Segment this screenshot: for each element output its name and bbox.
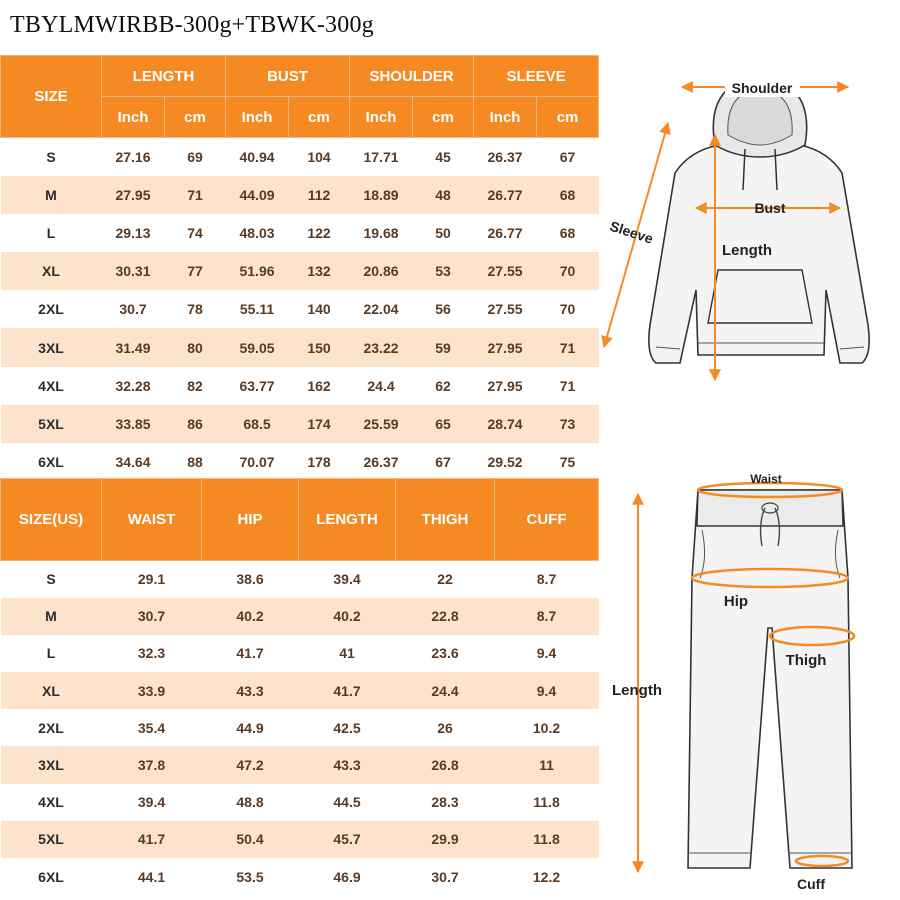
size-cell: 5XL <box>1 821 102 858</box>
value-cell: 44.09 <box>226 176 289 214</box>
value-cell: 80 <box>165 328 226 366</box>
value-cell: 43.3 <box>202 672 299 709</box>
pants-illustration <box>600 468 900 900</box>
value-cell: 23.22 <box>350 328 413 366</box>
value-cell: 48.03 <box>226 214 289 252</box>
hip-label: Hip <box>723 593 749 610</box>
value-cell: 23.6 <box>396 635 495 672</box>
value-cell: 27.95 <box>474 328 537 366</box>
value-cell: 9.4 <box>495 635 599 672</box>
size-cell: 2XL <box>1 290 102 328</box>
value-cell: 29.52 <box>474 443 537 481</box>
value-cell: 42.5 <box>299 709 396 746</box>
value-cell: 41 <box>299 635 396 672</box>
value-cell: 88 <box>165 443 226 481</box>
pants-shape <box>688 490 852 868</box>
value-cell: 19.68 <box>350 214 413 252</box>
value-cell: 31.49 <box>102 328 165 366</box>
size-cell: M <box>1 598 102 635</box>
size-cell: 4XL <box>1 367 102 405</box>
table-row <box>1 858 599 895</box>
value-cell: 75 <box>537 443 599 481</box>
value-cell: 40.94 <box>226 138 289 176</box>
value-cell: 70.07 <box>226 443 289 481</box>
header-shoulder: SHOULDER <box>350 56 474 97</box>
size-cell: 5XL <box>1 405 102 443</box>
table-row <box>1 443 599 481</box>
length-label: Length <box>722 242 772 259</box>
value-cell: 74 <box>165 214 226 252</box>
value-cell: 41.7 <box>202 635 299 672</box>
value-cell: 8.7 <box>495 561 599 598</box>
waist-label: Waist <box>750 472 782 486</box>
hoodie-size-table <box>0 55 599 481</box>
value-cell: 53 <box>413 252 474 290</box>
value-cell: 70 <box>537 290 599 328</box>
size-cell: M <box>1 176 102 214</box>
page-title: TBYLMWIRBB-300g+TBWK-300g <box>10 12 374 38</box>
table-row <box>1 214 599 252</box>
table-row <box>1 138 599 176</box>
value-cell: 68 <box>537 176 599 214</box>
header-length: LENGTH <box>299 479 396 561</box>
value-cell: 22 <box>396 561 495 598</box>
hoodie-table-body <box>1 138 599 482</box>
value-cell: 30.7 <box>102 290 165 328</box>
header-bust: BUST <box>226 56 350 97</box>
size-cell: 2XL <box>1 709 102 746</box>
value-cell: 40.2 <box>202 598 299 635</box>
value-cell: 71 <box>537 367 599 405</box>
size-cell: XL <box>1 672 102 709</box>
value-cell: 68 <box>537 214 599 252</box>
cuff-label: Cuff <box>797 876 825 892</box>
value-cell: 45.7 <box>299 821 396 858</box>
value-cell: 30.7 <box>102 598 202 635</box>
value-cell: 26.37 <box>350 443 413 481</box>
size-cell: 6XL <box>1 858 102 895</box>
value-cell: 8.7 <box>495 598 599 635</box>
value-cell: 53.5 <box>202 858 299 895</box>
value-cell: 30.31 <box>102 252 165 290</box>
value-cell: 78 <box>165 290 226 328</box>
value-cell: 10.2 <box>495 709 599 746</box>
value-cell: 51.96 <box>226 252 289 290</box>
value-cell: 71 <box>537 328 599 366</box>
length-label: Length <box>612 682 662 699</box>
value-cell: 28.74 <box>474 405 537 443</box>
value-cell: 48.8 <box>202 784 299 821</box>
unit-inch: Inch <box>350 97 413 138</box>
hoodie-illustration <box>600 65 900 395</box>
value-cell: 73 <box>537 405 599 443</box>
table-row <box>1 176 599 214</box>
value-cell: 41.7 <box>102 821 202 858</box>
value-cell: 26.37 <box>474 138 537 176</box>
hood-lining <box>728 90 792 145</box>
hoodie-diagram <box>600 65 900 395</box>
table-row <box>1 367 599 405</box>
header-size-us: SIZE(US) <box>1 479 102 561</box>
header-waist: WAIST <box>102 479 202 561</box>
value-cell: 82 <box>165 367 226 405</box>
value-cell: 25.59 <box>350 405 413 443</box>
value-cell: 59.05 <box>226 328 289 366</box>
size-cell: XL <box>1 252 102 290</box>
value-cell: 44.9 <box>202 709 299 746</box>
value-cell: 50.4 <box>202 821 299 858</box>
unit-inch: Inch <box>226 97 289 138</box>
value-cell: 150 <box>289 328 350 366</box>
value-cell: 132 <box>289 252 350 290</box>
value-cell: 122 <box>289 214 350 252</box>
value-cell: 26.77 <box>474 176 537 214</box>
size-cell: 4XL <box>1 784 102 821</box>
value-cell: 68.5 <box>226 405 289 443</box>
value-cell: 33.85 <box>102 405 165 443</box>
table-row <box>1 561 599 598</box>
value-cell: 27.55 <box>474 290 537 328</box>
value-cell: 67 <box>413 443 474 481</box>
header-size: SIZE <box>1 56 102 138</box>
value-cell: 69 <box>165 138 226 176</box>
table-row <box>1 821 599 858</box>
unit-inch: Inch <box>102 97 165 138</box>
value-cell: 27.16 <box>102 138 165 176</box>
value-cell: 65 <box>413 405 474 443</box>
value-cell: 162 <box>289 367 350 405</box>
value-cell: 47.2 <box>202 746 299 783</box>
value-cell: 140 <box>289 290 350 328</box>
header-sleeve: SLEEVE <box>474 56 599 97</box>
bust-label: Bust <box>754 200 786 216</box>
value-cell: 77 <box>165 252 226 290</box>
value-cell: 40.2 <box>299 598 396 635</box>
value-cell: 32.3 <box>102 635 202 672</box>
value-cell: 50 <box>413 214 474 252</box>
size-cell: 6XL <box>1 443 102 481</box>
value-cell: 55.11 <box>226 290 289 328</box>
table-row <box>1 405 599 443</box>
value-cell: 24.4 <box>350 367 413 405</box>
table-row <box>1 252 599 290</box>
size-cell: S <box>1 561 102 598</box>
value-cell: 37.8 <box>102 746 202 783</box>
size-cell: L <box>1 635 102 672</box>
table-row <box>1 635 599 672</box>
header-length: LENGTH <box>102 56 226 97</box>
table-row <box>1 709 599 746</box>
thigh-label: Thigh <box>785 652 827 669</box>
value-cell: 11.8 <box>495 784 599 821</box>
value-cell: 67 <box>537 138 599 176</box>
value-cell: 104 <box>289 138 350 176</box>
value-cell: 24.4 <box>396 672 495 709</box>
value-cell: 22.8 <box>396 598 495 635</box>
value-cell: 39.4 <box>299 561 396 598</box>
value-cell: 30.7 <box>396 858 495 895</box>
value-cell: 41.7 <box>299 672 396 709</box>
value-cell: 11 <box>495 746 599 783</box>
value-cell: 27.95 <box>474 367 537 405</box>
value-cell: 86 <box>165 405 226 443</box>
pants-size-table <box>0 478 599 895</box>
value-cell: 28.3 <box>396 784 495 821</box>
value-cell: 32.28 <box>102 367 165 405</box>
unit-cm: cm <box>165 97 226 138</box>
value-cell: 35.4 <box>102 709 202 746</box>
value-cell: 62 <box>413 367 474 405</box>
shoulder-label: Shoulder <box>731 80 793 96</box>
unit-inch: Inch <box>474 97 537 138</box>
value-cell: 44.1 <box>102 858 202 895</box>
pants-table-body <box>1 561 599 896</box>
sleeve-label: Sleeve <box>607 217 656 247</box>
value-cell: 26.77 <box>474 214 537 252</box>
value-cell: 59 <box>413 328 474 366</box>
pants-diagram <box>600 468 900 900</box>
value-cell: 38.6 <box>202 561 299 598</box>
value-cell: 174 <box>289 405 350 443</box>
header-cuff: CUFF <box>495 479 599 561</box>
value-cell: 18.89 <box>350 176 413 214</box>
size-cell: L <box>1 214 102 252</box>
value-cell: 39.4 <box>102 784 202 821</box>
value-cell: 26.8 <box>396 746 495 783</box>
unit-cm: cm <box>413 97 474 138</box>
value-cell: 20.86 <box>350 252 413 290</box>
size-cell: 3XL <box>1 746 102 783</box>
value-cell: 45 <box>413 138 474 176</box>
value-cell: 27.55 <box>474 252 537 290</box>
unit-cm: cm <box>289 97 350 138</box>
value-cell: 29.9 <box>396 821 495 858</box>
value-cell: 29.1 <box>102 561 202 598</box>
value-cell: 43.3 <box>299 746 396 783</box>
value-cell: 34.64 <box>102 443 165 481</box>
value-cell: 11.8 <box>495 821 599 858</box>
size-cell: S <box>1 138 102 176</box>
table-row <box>1 784 599 821</box>
table-row <box>1 746 599 783</box>
value-cell: 44.5 <box>299 784 396 821</box>
header-thigh: THIGH <box>396 479 495 561</box>
value-cell: 12.2 <box>495 858 599 895</box>
unit-cm: cm <box>537 97 599 138</box>
value-cell: 26 <box>396 709 495 746</box>
value-cell: 63.77 <box>226 367 289 405</box>
value-cell: 71 <box>165 176 226 214</box>
table-row <box>1 290 599 328</box>
size-cell: 3XL <box>1 328 102 366</box>
value-cell: 17.71 <box>350 138 413 176</box>
value-cell: 29.13 <box>102 214 165 252</box>
table-row <box>1 598 599 635</box>
table-row <box>1 672 599 709</box>
value-cell: 9.4 <box>495 672 599 709</box>
value-cell: 48 <box>413 176 474 214</box>
value-cell: 178 <box>289 443 350 481</box>
header-hip: HIP <box>202 479 299 561</box>
value-cell: 22.04 <box>350 290 413 328</box>
value-cell: 56 <box>413 290 474 328</box>
value-cell: 27.95 <box>102 176 165 214</box>
value-cell: 112 <box>289 176 350 214</box>
value-cell: 70 <box>537 252 599 290</box>
value-cell: 33.9 <box>102 672 202 709</box>
value-cell: 46.9 <box>299 858 396 895</box>
table-row <box>1 328 599 366</box>
